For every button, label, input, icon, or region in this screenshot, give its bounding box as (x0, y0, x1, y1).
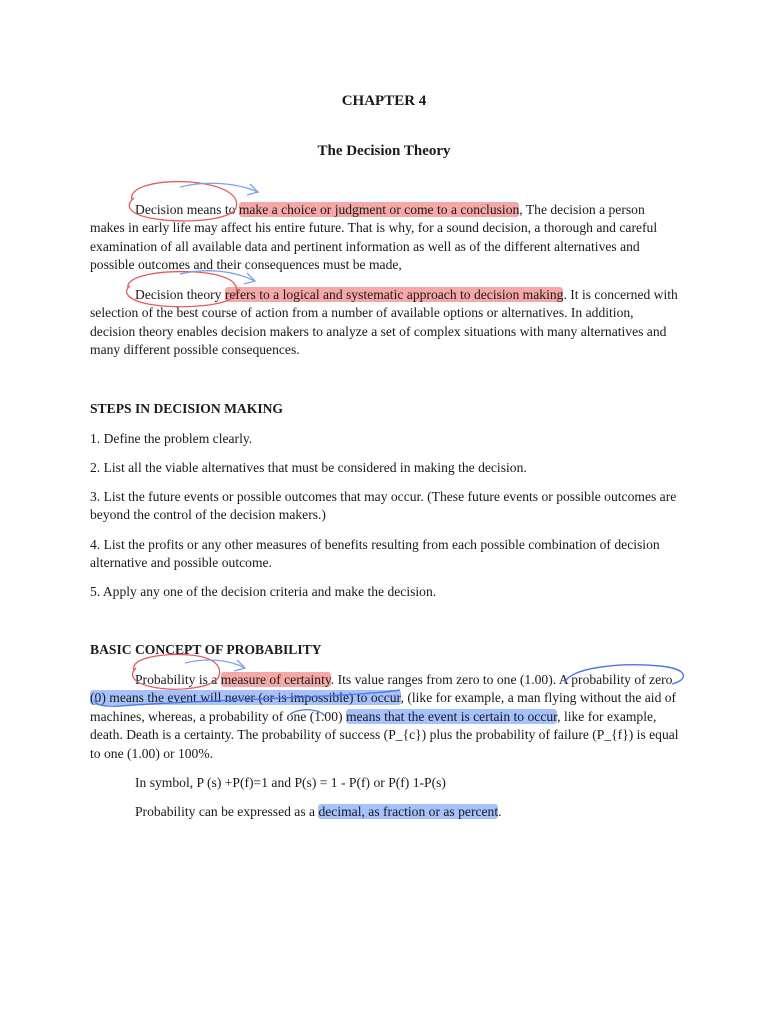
step-item: 5. Apply any one of the decision criteria and make the decision. (90, 584, 437, 599)
blue-pen-arrowhead (234, 660, 245, 671)
probability-expression-line (135, 804, 502, 820)
step-item: 2. List all the viable alternatives that must be considered in making the decision. (90, 460, 527, 475)
paragraph-decision-theory (90, 286, 680, 360)
text-run: Decision means to (135, 202, 239, 217)
text-run: , The decision a person makes in early life may affect his entire future. That is why, for a sound decision, a thorough and careful examination of all available data and pertinent information as well as of the different alternatives and possible outcomes and their consequences must be made, (90, 202, 658, 273)
step-item: 1. Define the problem clearly. (90, 431, 253, 446)
section-heading-steps: STEPS IN DECISION MAKING (90, 401, 283, 416)
section-heading-probability: BASIC CONCEPT OF PROBABILITY (90, 642, 322, 657)
text-run: . It is concerned with selection of the best course of action from a number of available options or alternatives. In addition, decision theory enables decision makers to analyze a set of complex situations with many alternatives and many different possible consequences. (90, 287, 678, 358)
paragraph-decision-definition (90, 201, 680, 275)
red-highlight: refers to a logical and systematic approach to decision making (224, 287, 564, 302)
step-item: 4. List the profits or any other measures of benefits resulting from each possible combination of decision alternative and possible outcome. (90, 537, 660, 571)
chapter-title: The Decision Theory (317, 143, 451, 159)
blue-pen-arrowhead (244, 273, 255, 284)
paragraph-probability (90, 671, 680, 763)
blue-pen-arrow (180, 183, 258, 192)
text-run: Decision theory (135, 287, 225, 302)
step-item: 3. List the future events or possible outcomes that may occur. (These future events or possible outcomes are beyond the control of the decision makers.) (90, 489, 677, 523)
red-highlight: make a choice or judgment or come to a conclusion (238, 202, 520, 217)
red-highlight: measure of certainty (220, 672, 331, 687)
blue-pen-arrowhead (247, 184, 258, 195)
blue-pen-arrow (185, 660, 245, 668)
blue-highlight: means that the event is certain to occur (345, 708, 558, 724)
blue-highlight: (0) means the event will never (or is impossible) to occur (90, 690, 401, 706)
blue-highlight: decimal, as fraction or as percent (318, 804, 499, 819)
symbol-formula-line: In symbol, P (s) +P(f)=1 and P(s) = 1 - P(f) or P(f) 1-P(s) (135, 775, 446, 790)
text-run: . Its value ranges from zero to one (1.00). A probability of zero (330, 672, 673, 687)
text-run: , (like for example, a man flying without the aid of machines, whereas, a probability of one (1.00) (90, 690, 677, 724)
chapter-heading: CHAPTER 4 (341, 93, 427, 109)
text-run: . (498, 804, 502, 819)
text-run: Probability is a (135, 672, 221, 687)
text-run: , like for example, death. Death is a certainty. The probability of success (P_{c}) plus the probability of failure (P_{f}) is equal to one (1.00) or 100%. (90, 708, 679, 761)
text-run: Probability can be expressed as a (135, 804, 319, 819)
